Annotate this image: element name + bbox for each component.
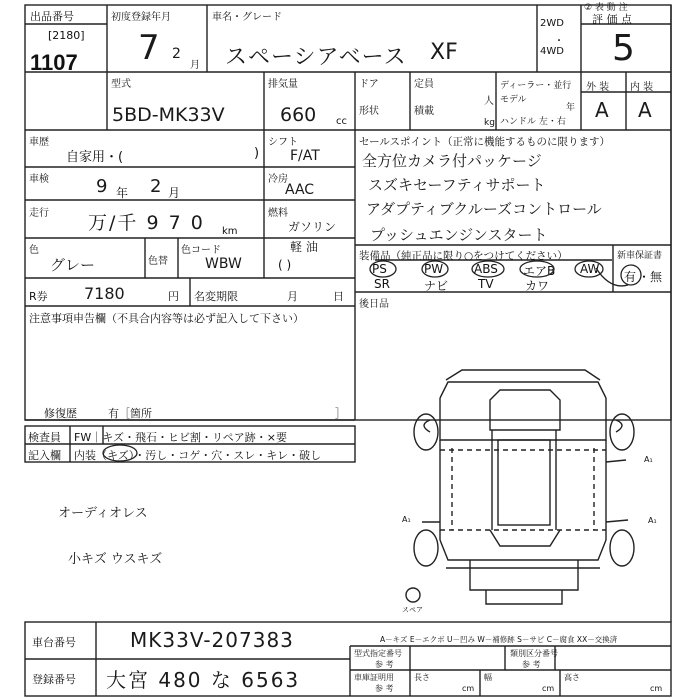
shaken-month-unit: 月 (168, 186, 181, 200)
equip-aw: AW (580, 262, 600, 276)
dealer-label: ディーラー・並行 (500, 81, 572, 91)
repair-label: 修復歴 (44, 407, 77, 420)
top-right-note: ② 表 動 注 (584, 3, 628, 13)
history-close: ) (254, 146, 260, 161)
recycle-value: 7180 (84, 284, 125, 303)
displacement-label: 排気量 (268, 79, 298, 90)
class-sub: 参 考 (522, 660, 541, 669)
fuel-paren: ( ) (278, 258, 292, 272)
int-grade: A (638, 98, 652, 122)
color-code-value: WBW (205, 256, 242, 272)
shift-label: シフト (268, 137, 298, 148)
len-unit: cm (462, 684, 475, 693)
recycle-unit: 円 (168, 290, 179, 303)
eval-label: 評 価 点 (592, 13, 632, 26)
sales-line-2: スズキセーフティサポート (368, 176, 546, 194)
mileage-unit: km (222, 226, 238, 237)
displacement-unit: cc (336, 116, 347, 127)
door-label: ドア (359, 79, 379, 90)
repair-value: 有［箇所 (108, 407, 152, 420)
first-reg-month-unit: 月 (190, 60, 200, 71)
mark-front-right: A₁ (644, 455, 653, 464)
type-sub: 参 考 (375, 660, 394, 669)
equip-abs: ABS (474, 262, 498, 276)
reg-value: 大宮 480 な 6563 (106, 668, 301, 692)
len-label: 長さ (414, 673, 430, 682)
ext-label: 外 装 (586, 82, 610, 93)
model-year-unit: 年 (566, 103, 576, 113)
plate-label: 車台番号 (32, 636, 76, 649)
displacement-value: 660 (280, 104, 317, 126)
first-reg-year: 7 (138, 28, 160, 68)
first-reg-label: 初度登録年月 (111, 12, 171, 23)
lot-number: 1107 (30, 50, 78, 75)
equip-airbag: エアB (523, 264, 556, 278)
equip-navi: ナビ (424, 279, 449, 293)
equip-tv: TV (478, 277, 494, 291)
load-unit: kg (484, 118, 495, 128)
equip-ps: PS (372, 262, 387, 276)
rear-seat-label: 後日品 (359, 299, 389, 310)
history-value: 自家用・( (66, 150, 124, 165)
recycle-label: R券 (29, 290, 48, 303)
height-label: 高さ (564, 673, 580, 682)
inspector-row-2: 内装（キズ）・汚し・コゲ・穴・スレ・キレ・破し (74, 449, 322, 462)
model-year-label: モデル (500, 95, 527, 105)
ext-grade: A (595, 98, 609, 122)
history-label: 車歴 (29, 137, 49, 148)
ac-value: AAC (285, 182, 315, 198)
name-change-month: 月 (287, 290, 298, 303)
capacity-label: 定員 (414, 79, 434, 90)
load-label: 積載 (414, 106, 434, 117)
shaken-year: 9 (96, 176, 108, 197)
shaken-month: 2 (150, 176, 162, 197)
fuel-diesel: 軽 油 (290, 240, 318, 254)
height-unit: cm (650, 684, 663, 693)
sales-line-4: プッシュエンジンスタート (370, 226, 548, 244)
equip-leather: カワ (525, 279, 550, 293)
fuel-gas: ガソリン (288, 220, 337, 234)
warranty-yes: 有 (624, 270, 637, 284)
mark-left: A₁ (402, 515, 411, 524)
cert-sub: 参 考 (375, 684, 394, 693)
note-scratch: 小キズ ウスキズ (68, 552, 163, 567)
warranty-label: 新車保証書 (617, 251, 663, 261)
eval-score: 5 (612, 28, 635, 69)
int-label: 内 装 (630, 82, 654, 93)
color-label: 色 (29, 245, 39, 256)
drive-dot: ・ (554, 36, 564, 47)
inspector-label-1: 検査員 (28, 431, 61, 444)
note-audio: オーディオレス (58, 506, 148, 521)
shaken-year-unit: 年 (116, 186, 129, 200)
reg-label: 登録番号 (32, 673, 76, 686)
model-value: 5BD-MK33V (112, 104, 225, 126)
car-name: スペーシアベース (225, 45, 407, 70)
damage-legend: A－キズ E－エクボ U－凹み W－補修跡 S－サビ C－腐食 XX－交換済 (380, 635, 618, 644)
notes-label: 注意事項申告欄（不具合内容等は必ず記入して下さい） (29, 312, 304, 325)
inspector-label-2: 記入欄 (28, 449, 61, 462)
mileage-value: 万/千 9 7 0 (88, 212, 205, 234)
first-reg-month: 2 (172, 46, 181, 62)
name-change-day: 日 (333, 290, 344, 303)
model-label: 型式 (111, 79, 131, 90)
name-label: 車名・グレード (212, 12, 282, 23)
shaken-label: 車検 (29, 174, 49, 185)
repair-close: ］ (335, 407, 346, 420)
mileage-label: 走行 (29, 208, 49, 219)
drive-2wd: 2WD (540, 18, 564, 29)
capacity-unit: 人 (484, 96, 494, 107)
sales-line-1: 全方位カメラ付パッケージ (362, 152, 542, 170)
mark-right: A₁ (648, 516, 657, 525)
color-code-label: 色コード (181, 245, 221, 256)
equip-sr: SR (374, 277, 390, 291)
mark-bottom: スペア (402, 606, 423, 614)
ac-label: 冷房 (268, 174, 288, 185)
lot-label: 出品番号 (30, 10, 74, 23)
equipment-label: 装備品（純正品に限り○をつけてください） (359, 250, 568, 262)
type-label: 型式指定番号 (354, 649, 402, 658)
sales-label: セールスポイント（正常に機能するものに限ります） (359, 136, 611, 148)
shift-value: F/AT (290, 148, 320, 164)
grade: XF (430, 40, 458, 65)
name-change-label: 名変期限 (194, 290, 238, 303)
shape-label: 形状 (359, 106, 379, 117)
width-unit: cm (542, 684, 555, 693)
plate-value: MK33V-207383 (130, 628, 294, 652)
lot-sub: [2180] (48, 29, 85, 42)
color-value: グレー (50, 256, 96, 274)
inspector-row-1: FW｜キズ・飛石・ヒビ割・リペア跡・×要 (74, 431, 287, 444)
sales-line-3: アダプティブクルーズコントロール (366, 200, 602, 218)
warranty-no: 無 (650, 270, 663, 284)
class-label: 類別区分番号 (510, 649, 558, 658)
drive-4wd: 4WD (540, 46, 564, 57)
fuel-label: 燃料 (268, 208, 288, 219)
equip-pw: PW (424, 262, 444, 276)
cert-label: 車庫証明用 (354, 673, 394, 682)
color-change-label: 色替 (148, 256, 168, 267)
width-label: 幅 (484, 673, 492, 682)
warranty-sep: ・ (638, 270, 651, 284)
handle-label: ハンドル 左・右 (500, 117, 566, 127)
